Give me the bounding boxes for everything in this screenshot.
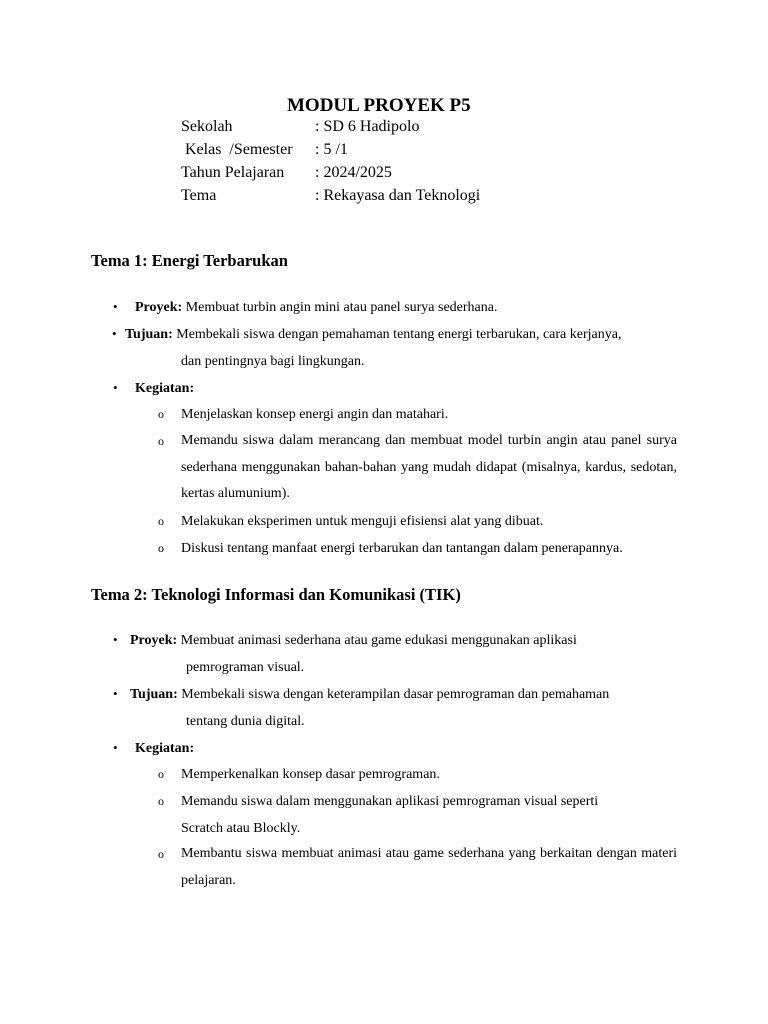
tujuan-label: Tujuan: bbox=[125, 327, 173, 342]
tujuan-label: Tujuan: bbox=[130, 687, 178, 702]
bullet-icon: • bbox=[113, 686, 118, 701]
section-heading: Tema 2: Teknologi Informasi dan Komunikasi (TIK) bbox=[91, 585, 461, 604]
info-value-tema: : Rekayasa dan Teknologi bbox=[315, 187, 481, 204]
info-label-kelas: Kelas /Semester bbox=[185, 141, 293, 158]
document-title: MODUL PROYEK P5 bbox=[287, 95, 471, 116]
info-label-sekolah: Sekolah bbox=[181, 118, 233, 135]
sub-bullet-icon: o bbox=[158, 407, 164, 421]
sub-bullet-icon: o bbox=[158, 847, 164, 861]
sub-bullet-icon: o bbox=[158, 514, 164, 528]
proyek-label: Proyek: bbox=[130, 633, 178, 648]
tujuan-item bbox=[125, 321, 621, 348]
tujuan-text: Membekali siswa dengan pemahaman tentang energi terbarukan, cara kerjanya, bbox=[176, 327, 622, 342]
sub-bullet-icon: o bbox=[158, 541, 164, 555]
proyek-text: Membuat animasi sederhana atau game edukasi menggunakan aplikasi bbox=[180, 633, 577, 648]
section-heading: Tema 1: Energi Terbarukan bbox=[91, 251, 288, 270]
tujuan-text: Membekali siswa dengan keterampilan dasar pemrograman dan pemahaman bbox=[181, 687, 610, 702]
activity-item: Memandu siswa dalam menggunakan aplikasi pemrograman visual seperti bbox=[181, 794, 599, 809]
bullet-icon: • bbox=[113, 299, 118, 314]
bullet-icon: • bbox=[112, 326, 117, 341]
activity-item: Melakukan eksperimen untuk menguji efisiensi alat yang dibuat. bbox=[181, 514, 544, 529]
info-label-tema: Tema bbox=[181, 187, 217, 204]
proyek-text-continued: pemrograman visual. bbox=[186, 660, 305, 675]
info-value-sekolah: : SD 6 Hadipolo bbox=[315, 118, 420, 135]
proyek-label: Proyek: bbox=[135, 300, 183, 315]
activity-item: Diskusi tentang manfaat energi terbarukan dan tantangan dalam penerapannya. bbox=[181, 541, 623, 556]
sub-bullet-icon: o bbox=[158, 794, 164, 808]
proyek-item bbox=[135, 294, 497, 321]
proyek-item bbox=[130, 627, 577, 654]
activity-item: Memandu siswa dalam merancang dan membuat model turbin angin atau panel surya sederhana menggunakan bahan-bahan yang mudah didapat (misalnya, kardus, sedotan, kertas alumunium). bbox=[181, 433, 677, 502]
tujuan-text-continued: tentang dunia digital. bbox=[186, 714, 305, 729]
activity-item-continued: Scratch atau Blockly. bbox=[181, 821, 301, 836]
kegiatan-label bbox=[135, 375, 194, 402]
activity-item: Menjelaskan konsep energi angin dan matahari. bbox=[181, 407, 449, 422]
tujuan-text-continued: dan pentingnya bagi lingkungan. bbox=[181, 354, 365, 369]
tujuan-item bbox=[130, 681, 609, 708]
sub-bullet-icon: o bbox=[158, 434, 164, 448]
info-label-tahun: Tahun Pelajaran bbox=[181, 164, 285, 181]
info-value-kelas: : 5 /1 bbox=[315, 141, 348, 158]
kegiatan-label bbox=[135, 735, 194, 762]
activity-item: Memperkenalkan konsep dasar pemrograman. bbox=[181, 767, 440, 782]
bullet-icon: • bbox=[113, 632, 118, 647]
info-value-tahun: : 2024/2025 bbox=[315, 164, 392, 181]
activity-item: Membantu siswa membuat animasi atau game sederhana yang berkaitan dengan materi pelajaran. bbox=[181, 846, 677, 888]
kegiatan-label-text: Kegiatan: bbox=[135, 741, 195, 756]
bullet-icon: • bbox=[113, 740, 118, 755]
proyek-text: Membuat turbin angin mini atau panel surya sederhana. bbox=[185, 300, 498, 315]
bullet-icon: • bbox=[113, 380, 118, 395]
sub-bullet-icon: o bbox=[158, 767, 164, 781]
kegiatan-label-text: Kegiatan: bbox=[135, 381, 195, 396]
